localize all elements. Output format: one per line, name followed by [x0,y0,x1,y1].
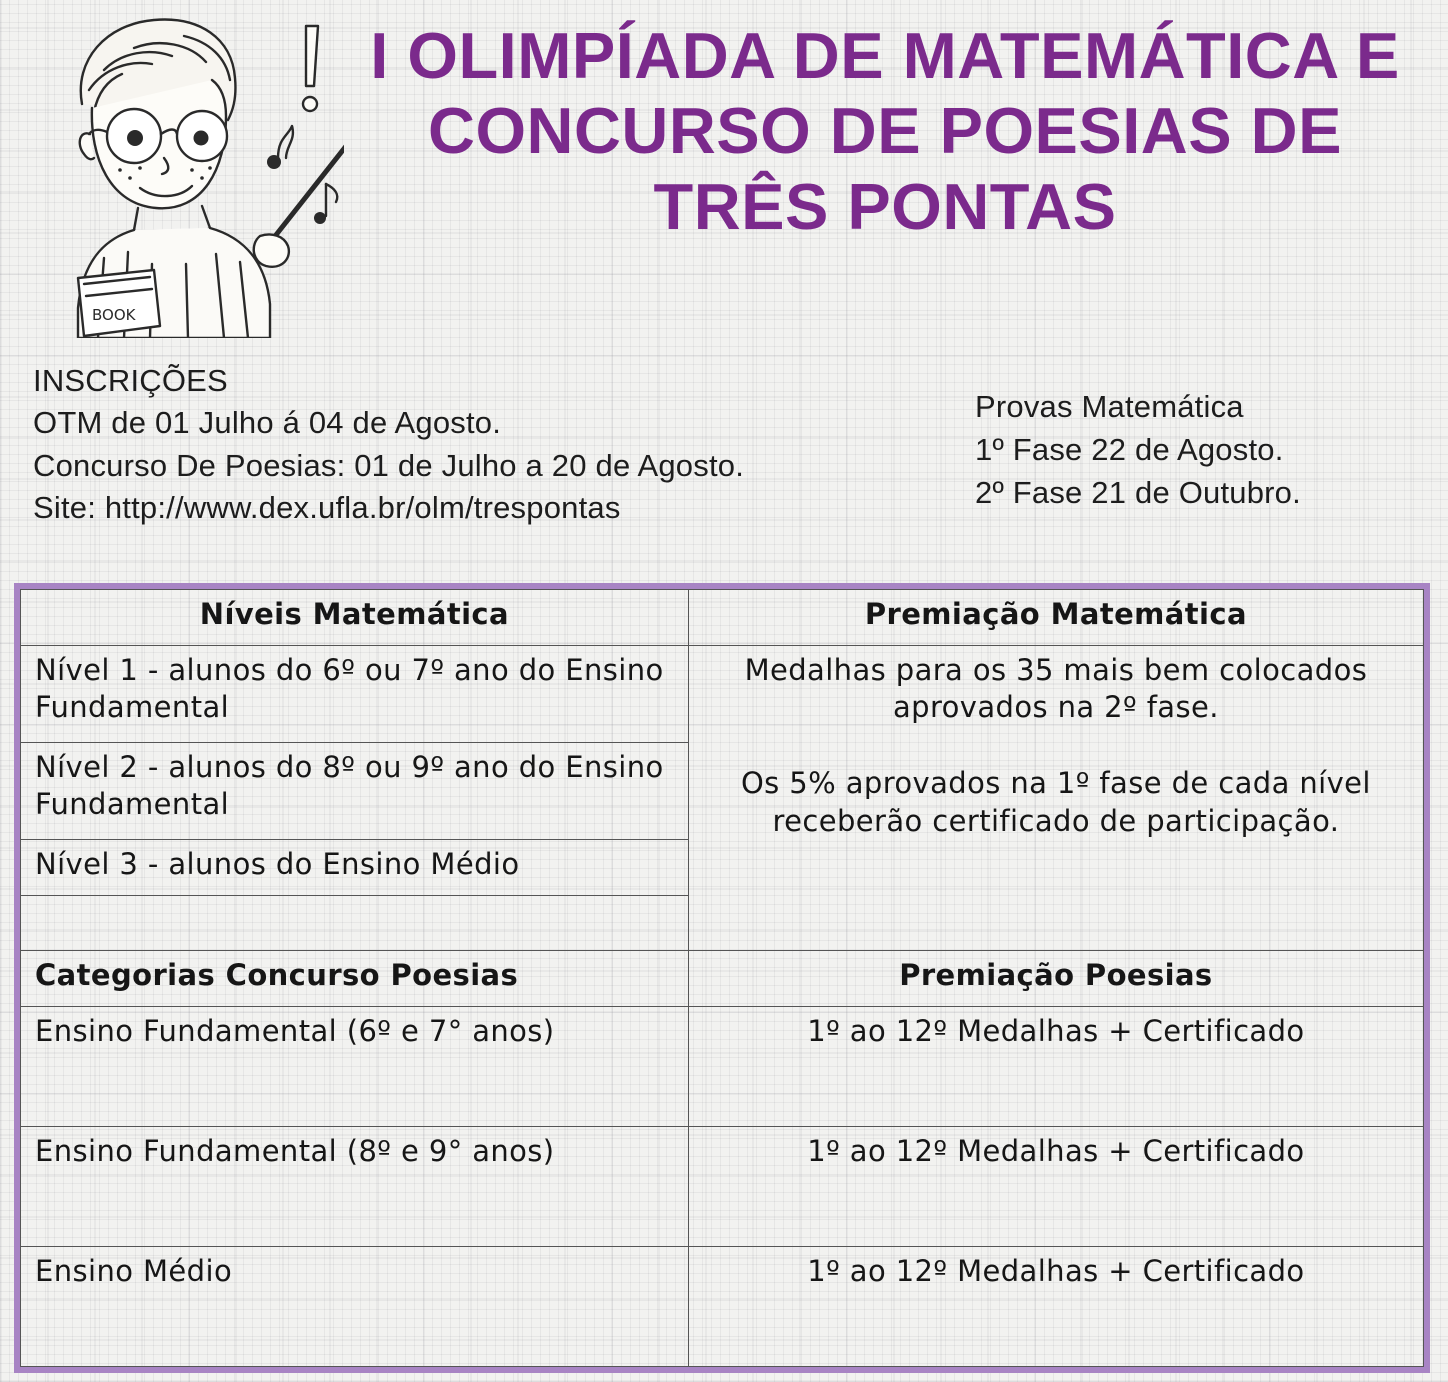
page-title [350,18,1420,244]
math-level-3: Nível 3 - alunos do Ensino Médio [21,839,689,895]
table-row-poetry-3 [21,1247,1424,1367]
header-math-levels: Níveis Matemática [21,590,689,646]
details-table [20,589,1424,1367]
math-level-2: Nível 2 - alunos do 8º ou 9º ano do Ensino Fundamental [21,742,689,839]
header-poetry-categories: Categorias Concurso Poesias [21,951,689,1007]
poetry-prize-2: 1º ao 12º Medalhas + Certificado [688,1127,1423,1247]
details-table-container [14,583,1430,1373]
registration-otm-dates: OTM de 01 Julho á 04 de Agosto. [33,405,502,441]
registration-site-link[interactable]: Site: http://www.dex.ufla.br/olm/trespontas [33,490,621,526]
math-prize-medals: Medalhas para os 35 mais bem colocados aprovados na 2º fase. [744,652,1368,725]
table-row-level-1 [21,645,1424,742]
title-line-1: I OLIMPÍADA DE MATEMÁTICA E [370,19,1400,92]
header-math-prizes: Premiação Matemática [688,590,1423,646]
exam-phase-1: 1º Fase 22 de Agosto. [975,431,1284,467]
info-section [0,360,1448,575]
book-label: BOOK [92,306,136,324]
title-line-3: TRÊS PONTAS [653,169,1117,243]
student-mascot-icon [34,8,344,338]
poetry-category-3: Ensino Médio [21,1247,689,1367]
exam-phase-2: 2º Fase 21 de Outubro. [975,474,1301,510]
header-poetry-prizes: Premiação Poesias [688,951,1423,1007]
math-prizes-cell [688,645,1423,951]
math-level-1: Nível 1 - alunos do 6º ou 7º ano do Ensino Fundamental [21,645,689,742]
registration-heading: INSCRIÇÕES [33,363,228,398]
registration-poetry-dates: Concurso De Poesias: 01 de Julho a 20 de Agosto. [33,447,745,483]
poetry-category-2: Ensino Fundamental (8º e 9° anos) [21,1127,689,1247]
math-spacer-cell [21,895,689,951]
table-row-headers [21,590,1424,646]
table-row-poetry-2 [21,1127,1424,1247]
math-prize-certificates: Os 5% aprovados na 1º fase de cada nível receberão certificado de participação. [740,766,1371,838]
registration-block [33,360,744,530]
poster-header [0,0,1448,360]
title-line-2: CONCURSO DE POESIAS DE [428,94,1342,168]
exam-dates-block [975,386,1301,514]
exam-heading: Provas Matemática [975,389,1244,424]
table-row-poetry-1 [21,1007,1424,1127]
table-row-poetry-headers [21,951,1424,1007]
prize-spacer [703,727,1409,765]
poetry-category-1: Ensino Fundamental (6º e 7° anos) [21,1007,689,1127]
poetry-prize-3: 1º ao 12º Medalhas + Certificado [688,1247,1423,1367]
poetry-prize-1: 1º ao 12º Medalhas + Certificado [688,1007,1423,1127]
